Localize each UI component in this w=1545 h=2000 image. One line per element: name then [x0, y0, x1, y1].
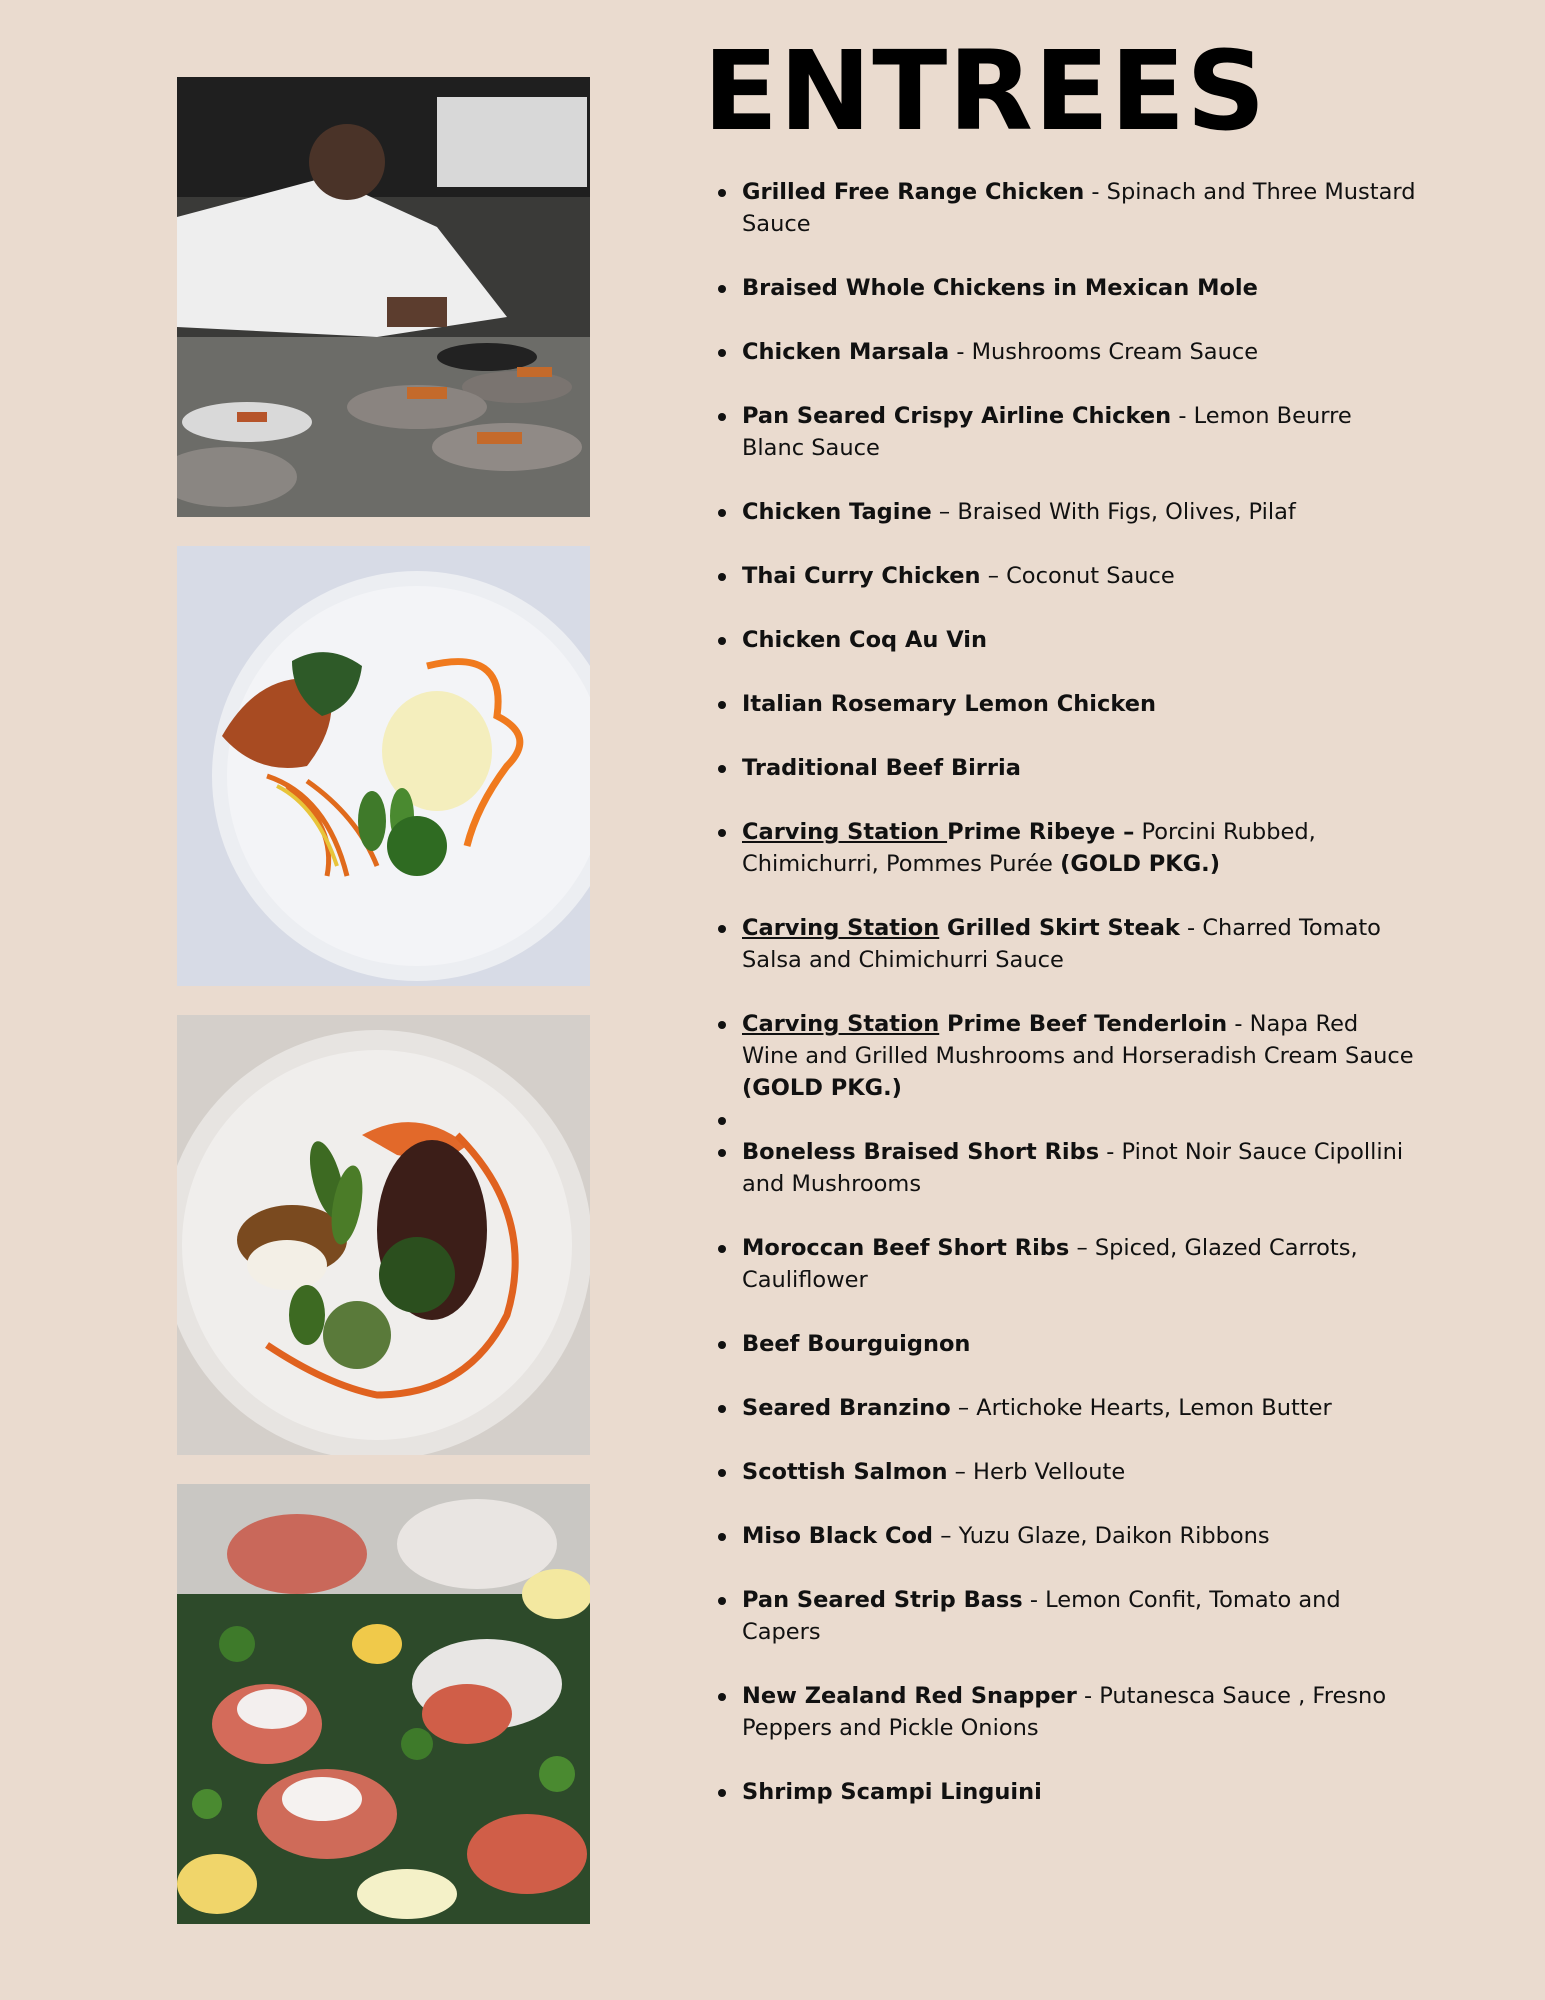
list-item: Miso Black Cod – Yuzu Glaze, Daikon Ribbons [718, 1520, 1418, 1552]
salmon-plate-photo [177, 546, 590, 986]
salmon-platter-photo [177, 1484, 590, 1924]
list-item: Chicken Marsala - Mushrooms Cream Sauce [718, 336, 1418, 368]
list-item: Boneless Braised Short Ribs - Pinot Noir Sauce Cipollini and Mushrooms [718, 1136, 1418, 1200]
list-item: Braised Whole Chickens in Mexican Mole [718, 272, 1418, 304]
page-title: ENTREES [703, 27, 1267, 155]
list-item: Carving Station Prime Ribeye – Porcini Rubbed, Chimichurri, Pommes Purée (GOLD PKG.) [718, 816, 1418, 880]
list-item: Scottish Salmon – Herb Velloute [718, 1456, 1418, 1488]
entree-list [718, 176, 1418, 1840]
list-item: Carving Station Grilled Skirt Steak - Charred Tomato Salsa and Chimichurri Sauce [718, 912, 1418, 976]
list-item: Traditional Beef Birria [718, 752, 1418, 784]
list-item: Carving Station Prime Beef Tenderloin - Napa Red Wine and Grilled Mushrooms and Horseradish Cream Sauce (GOLD PKG.) [718, 1008, 1418, 1104]
list-item: Shrimp Scampi Linguini [718, 1776, 1418, 1808]
list-item: Grilled Free Range Chicken - Spinach and Three Mustard Sauce [718, 176, 1418, 240]
list-item: New Zealand Red Snapper - Putanesca Sauce , Fresno Peppers and Pickle Onions [718, 1680, 1418, 1744]
list-item: Seared Branzino – Artichoke Hearts, Lemon Butter [718, 1392, 1418, 1424]
list-item: Chicken Coq Au Vin [718, 624, 1418, 656]
list-item: Moroccan Beef Short Ribs – Spiced, Glazed Carrots, Cauliflower [718, 1232, 1418, 1296]
empty-list-item [718, 1104, 1418, 1136]
list-item: Chicken Tagine – Braised With Figs, Olives, Pilaf [718, 496, 1418, 528]
list-item: Beef Bourguignon [718, 1328, 1418, 1360]
list-item: Italian Rosemary Lemon Chicken [718, 688, 1418, 720]
list-item: Pan Seared Crispy Airline Chicken - Lemon Beurre Blanc Sauce [718, 400, 1418, 464]
list-item: Pan Seared Strip Bass - Lemon Confit, Tomato and Capers [718, 1584, 1418, 1648]
list-item: Thai Curry Chicken – Coconut Sauce [718, 560, 1418, 592]
short-rib-plate-photo [177, 1015, 590, 1455]
chef-plating-photo [177, 77, 590, 517]
